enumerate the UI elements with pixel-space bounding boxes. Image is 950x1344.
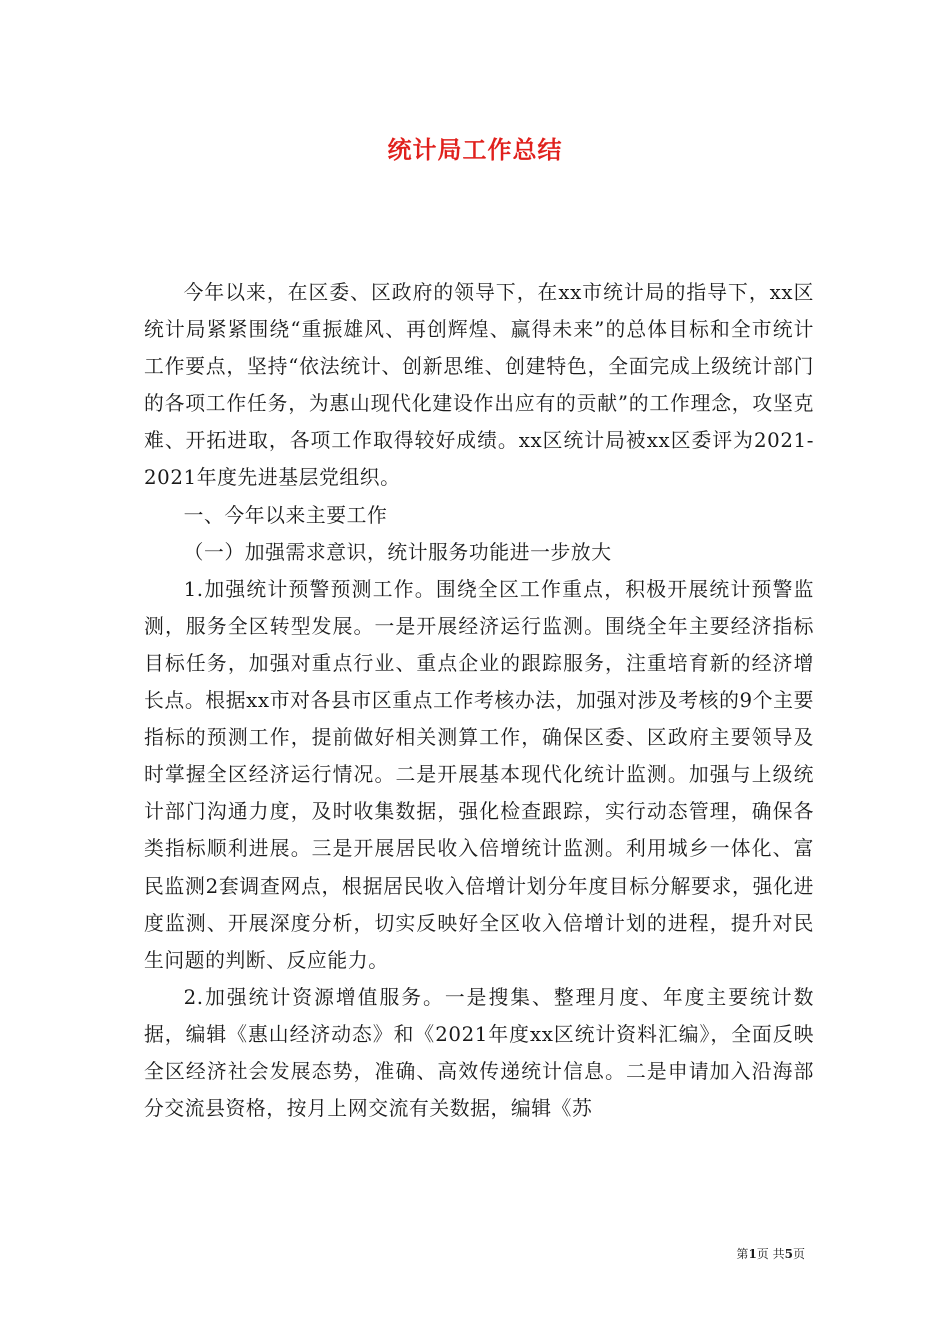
section-heading: 一、今年以来主要工作 [183,503,388,527]
page-footer [0,1245,805,1262]
subsection-heading: （一）加强需求意识，统计服务功能进一步放大 [183,540,612,564]
footer-total-pages: 5 [784,1247,793,1261]
footer-prefix: 第 [736,1247,749,1261]
paragraph-item-1: 1.加强统计预警预测工作。围绕全区工作重点，积极开展统计预警监测，服务全区转型发展。一是开展经济运行监测。围绕全年主要经济指标目标任务，加强对重点行业、重点企业的跟踪服务，注重培育新的经济增长点。根据xx市对各县市区重点工作考核办法，加强对涉及考核的9个主要指标的预测工作，提前做好相关测算工作，确保区委、区政府主要领导及时掌握全区经济运行情况。二是开展基本现代化统计监测。加强与上级统计部门沟通力度，及时收集数据，强化检查跟踪，实行动态管理，确保各类指标顺利进展。三是开展居民收入倍增统计监测。利用城乡一体化、富民监测2套调查网点，根据居民收入倍增计划分年度目标分解要求，强化进度监测、开展深度分析，切实反映好全区收入倍增计划的进程，提升对民生问题的判断、反应能力。 [144,577,814,972]
footer-page-number: 1 [748,1247,757,1261]
footer-suffix: 页 [792,1247,805,1261]
paragraph-intro: 今年以来，在区委、区政府的领导下，在xx市统计局的指导下，xx区统计局紧紧围绕“重振雄风、再创辉煌、赢得未来”的总体目标和全市统计工作要点，坚持“依法统计、创新思维、创建特色，全面完成上级统计部门的各项工作任务，为惠山现代化建设作出应有的贡献”的工作理念，攻坚克难、开拓进取，各项工作取得较好成绩。xx区统计局被xx区委评为2021-2021年度先进基层党组织。 [144,281,814,490]
footer-middle: 页 共 [756,1247,785,1261]
document-body [144,274,814,1127]
paragraph-item-2: 2.加强统计资源增值服务。一是搜集、整理月度、年度主要统计数据，编辑《惠山经济动态》和《2021年度xx区统计资料汇编》，全面反映全区经济社会发展态势，准确、高效传递统计信息。二是申请加入沿海部分交流县资格，按月上网交流有关数据，编辑《苏 [144,985,814,1121]
document-title: 统计局工作总结 [387,136,563,164]
